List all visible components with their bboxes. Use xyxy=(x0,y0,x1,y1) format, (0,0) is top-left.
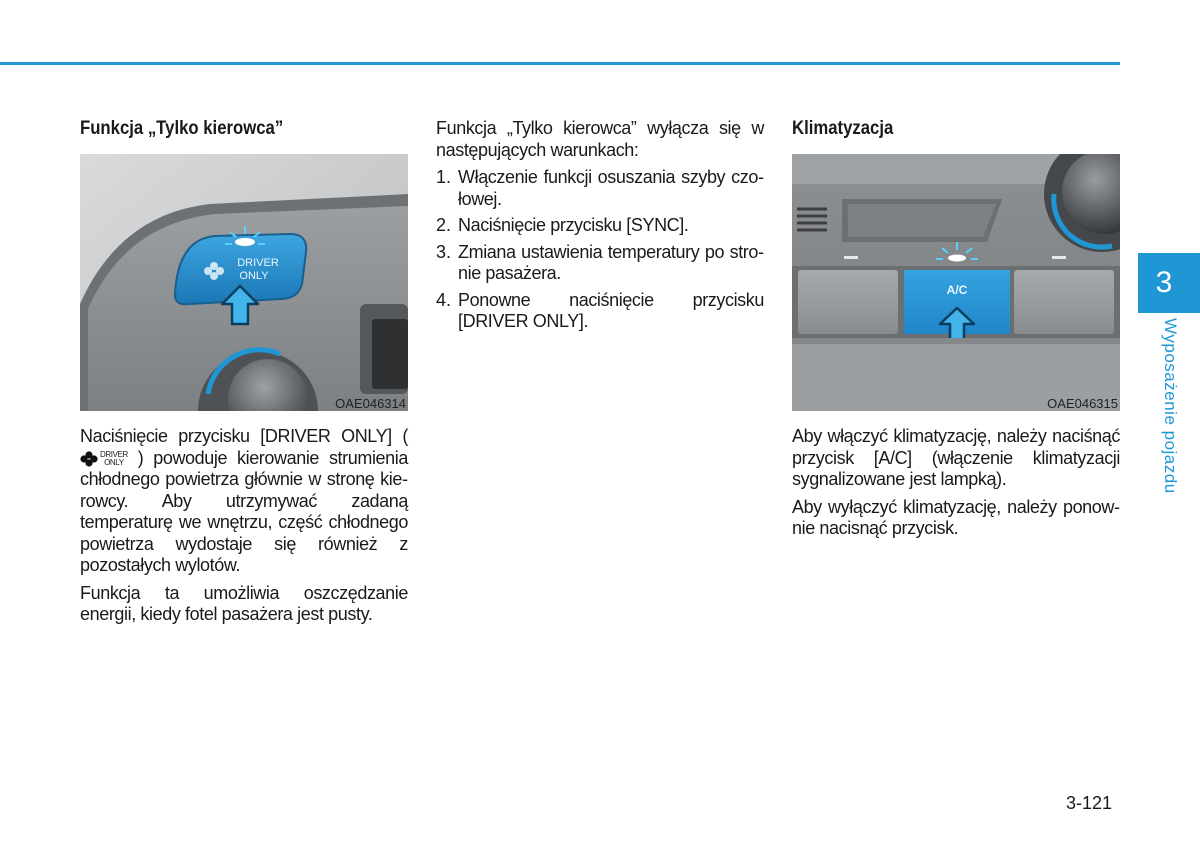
left-body xyxy=(80,426,408,632)
section-heading-ac: Klimatyzacja xyxy=(792,118,894,139)
button-text-line2: ONLY xyxy=(239,270,269,282)
driver-only-illustration xyxy=(80,154,408,411)
paren-open: ( xyxy=(402,426,408,446)
driver-only-inline-icon xyxy=(80,451,128,467)
ac-illustration xyxy=(792,154,1120,411)
list-item xyxy=(436,290,764,333)
list-item-text: Naciśnięcie przycisku [SYNC]. xyxy=(458,215,689,235)
list-item-number: 4. xyxy=(436,289,452,310)
paragraph-driver-only-description xyxy=(80,426,408,577)
paragraph-text: ) powoduje kierowanie strumienia chłodnego powietrza głównie w stronę kierowcy. Aby utrzymywać zadaną temperaturę we wnętrzu, część chłodnego powietrza wydostaje się również z pozostałych wylotów. xyxy=(80,447,408,575)
list-item-number: 1. xyxy=(436,167,452,187)
icon-label-line1: DRIVER xyxy=(100,449,128,459)
icon-label-line2: ONLY xyxy=(104,457,124,467)
fan-icon xyxy=(80,451,98,467)
paragraph-text: Naciśnięcie przycisku [DRIVER ONLY] xyxy=(80,426,392,446)
paragraph-ac-on: Aby włączyć klimatyzację, należy naciśnąć przycisk [A/C] (włączenie klimatyzacji sygnalizowane jest lampką). xyxy=(792,426,1120,489)
chapter-title: Wyposażenie pojazdu xyxy=(1161,318,1180,494)
paragraph-ac-off: Aby wyłączyć klimatyzację, należy ponownie nacisnąć przycisk. xyxy=(792,496,1120,538)
right-body xyxy=(792,426,1120,546)
section-heading-driver-only: Funkcja „Tylko kierowca” xyxy=(80,118,284,139)
button-text-line1: DRIVER xyxy=(237,257,279,269)
list-item-number: 2. xyxy=(436,215,452,235)
top-rule xyxy=(0,62,1120,65)
list-item-text: Włączenie funkcji osuszania szyby czołowej. xyxy=(458,167,764,209)
chapter-number: 3 xyxy=(1155,266,1173,299)
driver-only-figure xyxy=(80,154,408,411)
list-item-text: Zmiana ustawienia temperatury po stronie pasażera. xyxy=(458,241,764,283)
paragraph-energy: Funkcja ta umożliwia oszczędzanie energii, kiedy fotel pasażera jest pusty. xyxy=(80,582,408,624)
list-item xyxy=(436,242,764,285)
list-item-number: 3. xyxy=(436,241,452,262)
figure-code: OAE046315 xyxy=(1047,396,1118,411)
list-item xyxy=(436,215,764,237)
middle-body xyxy=(436,118,764,338)
chapter-tab xyxy=(1138,253,1200,313)
page-number: 3-121 xyxy=(1066,793,1113,813)
list-item-text: Ponowne naciśnięcie przycisku [DRIVER ONLY]. xyxy=(458,289,764,331)
paragraph-conditions-intro: Funkcja „Tylko kierowca” wyłącza się w następujących warunkach: xyxy=(436,118,764,160)
figure-code: OAE046314 xyxy=(335,396,406,411)
ac-button-text: A/C xyxy=(946,283,968,297)
list-item xyxy=(436,167,764,210)
conditions-list xyxy=(436,167,764,333)
ac-figure xyxy=(792,154,1120,411)
